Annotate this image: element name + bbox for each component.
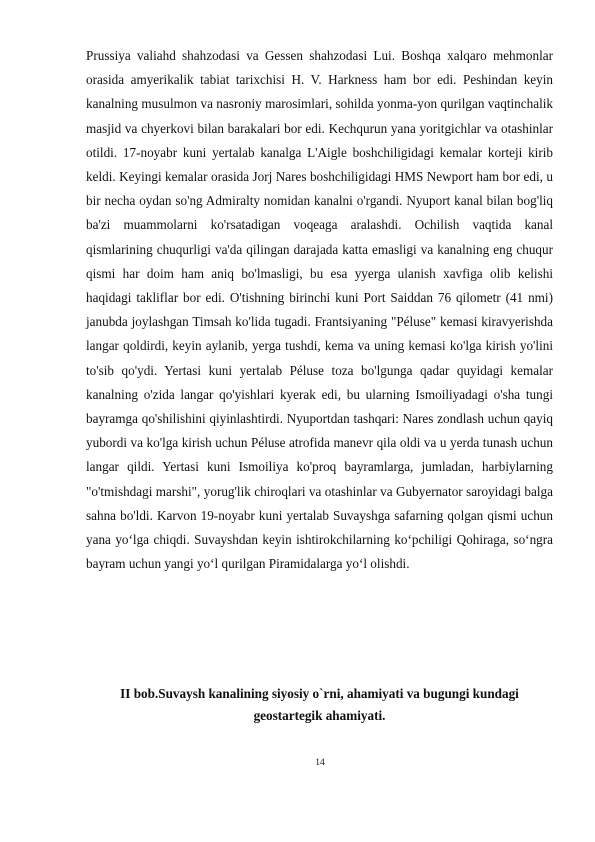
- body-paragraph: Prussiya valiahd shahzodasi va Gessen shahzodasi Lui. Boshqa xalqaro mehmonlar orasida amyerikalik tabiat tarixchisi H. V. Harkness ham bor edi. Peshindan keyin kanalning musulmon va nasroniy marosimlari, sohilda yonma-yon qurilgan vaqtinchalik masjid va chyerkovi bilan barakalari bor edi. Kechqurun yana yoritgichlar va otashinlar otildi. 17-noyabr kuni yertalab kanalga L'Aigle boshchiligidagi kemalar korteji kirib keldi. Keyingi kemalar orasida Jorj Nares boshchiligidagi HMS Newport ham bor edi, u bir necha oydan so'ng Admiralty nomidan kanalni o'rgandi. Nyuport kanal bilan bog'liq ba'zi muammolarni ko'rsatadigan voqeaga aralashdi. Ochilish vaqtida kanal qismlarining chuqurligi va'da qilingan darajada katta emasligi va kanalning eng chuqur qismi har doim ham aniq bo'lmasligi, bu esa yyerga ulanish xavfiga olib kelishi haqidagi takliflar bor edi. O'tishning birinchi kuni Port Saiddan 76 qilometr (41 nmi) janubda joylashgan Timsah ko'lida tugadi. Frantsiyaning "Péluse" kemasi kiravyerishda langar qoldirdi, keyin aylanib, yerga tushdi, kema va uning kemasi ko'lga kirish yo'lini to'sib qo'ydi. Yertasi kuni yertalab Péluse toza bo'lgunga qadar quyidagi kemalar kanalning o'zida langar qo'yishlari kyerak edi, bu ularning Ismoiliyadagi o'sha tungi bayramga qo'shilishini qiyinlashtirdi. Nyuportdan tashqari: Nares zondlash uchun qayiq yubordi va ko'lga kirish uchun Péluse atrofida manevr qila oldi va u yerda tunash uchun langar qildi. Yertasi kuni Ismoiliya ko'proq bayramlarga, jumladan, harbiylarning "o'tmishdagi marshi", yorug'lik chiroqlari va otashinlar va Gubyernator saroyidagi balga sahna bo'ldi. Karvon 19-noyabr kuni yertalab Suvayshga safarning qolgan qismi uchun yana yo‘lga chiqdi. Suvayshdan keyin ishtirokchilarning ko‘pchiligi Qohiraga, so‘ngra bayram uchun yangi yo‘l qurilgan Piramidalarga yo‘l olishdi.: [86, 48, 553, 572]
- chapter-heading-line-2: geostartegik ahamiyati.: [253, 708, 386, 723]
- page-number: 14: [315, 758, 325, 768]
- chapter-heading: [86, 683, 553, 727]
- chapter-heading-line-1: II bob.Suvaysh kanalining siyosiy o`rni, ahamiyati va bugungi kundagi: [120, 686, 519, 701]
- body-text: [86, 44, 553, 576]
